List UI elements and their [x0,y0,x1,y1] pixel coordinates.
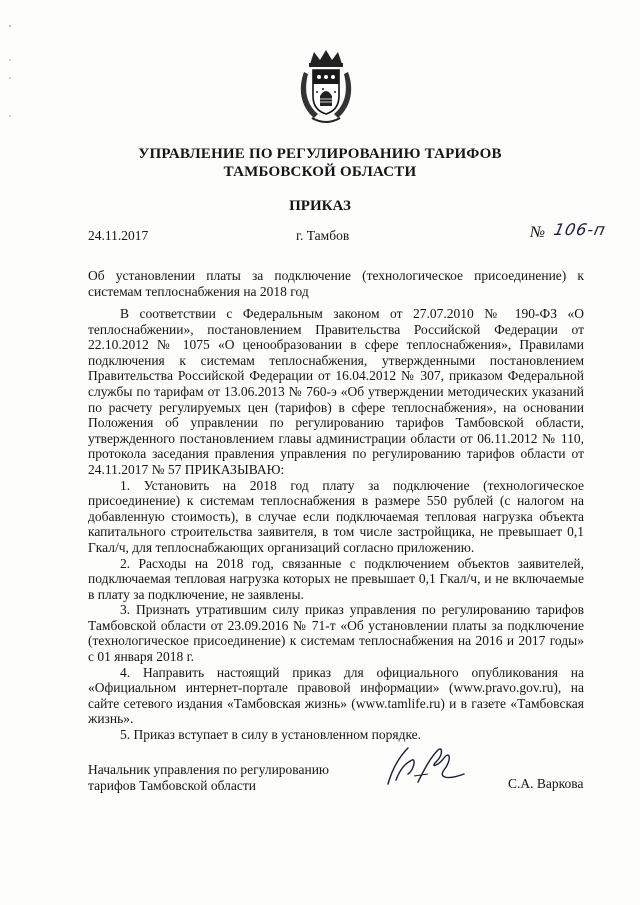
preamble-paragraph: В соответствии с Федеральным законом от 27.07.2010 № 190-ФЗ «О теплоснабжении», постановлением Правительства Российской Федерации от 22.10.2012 № 1075 «О ценообразовании в сфере теплоснабжения», Правилами подключения к системам теплоснабжения, утвержденными постановлением Правительства Российской Федерации от 16.04.2012 № 307, приказом Федеральной службы по тарифам от 13.06.2013 № 760-э «Об утверждении методических указаний по расчету регулируемых цен (тарифов) в сфере теплоснабжения», на основании Положения об управлении по регулированию тарифов Тамбовской области, утвержденного постановлением главы администрации области от 06.11.2012 № 110, протокола заседания правления управления по регулированию тарифов области от 24.11.2017 № 57 ПРИКАЗЫВАЮ: [88,306,584,477]
document-body [88,306,584,743]
signer-name: С.А. Варкова [508,776,584,791]
document-city: г. Тамбов [296,228,350,243]
order-item-1: 1. Установить на 2018 год плату за подключение (технологическое присоединение) к системам теплоснабжения в размере 550 рублей (с налогом на добавленную стоимость), в случае если подключаемая тепловая нагрузка объекта капитального строительства заявителя, в том числе застройщика, не превышает 0,1 Гкал/ч, для теплоснабжающих организаций согласно приложению. [88,477,584,555]
handwritten-signature [378,740,478,790]
order-item-2: 2. Расходы на 2018 год, связанные с подключением объектов заявителей, подключаемая тепловая нагрузка которых не превышает 0,1 Гкал/ч, и не включаемые в плату за подключение, не заявлены. [88,555,584,602]
margin-marks [6,20,14,140]
order-item-3: 3. Признать утратившим силу приказ управления по регулированию тарифов Тамбовской области от 23.09.2016 № 71-т «Об установлении платы за подключение (технологическое присоединение) к системам теплоснабжения на 2016 и 2017 годы» с 01 января 2018 г. [88,602,584,665]
signer-title-line2: тарифов Тамбовской области [88,777,256,793]
signer-title-line1: Начальник управления по регулированию [88,762,330,777]
document-date: 24.11.2017 [88,228,149,243]
document-type: ПРИКАЗ [289,198,351,214]
document-number-label: № [530,224,546,241]
order-item-4: 4. Направить настоящий приказ для официального опубликования на «Официальном интернет-портале правовой информации» (www.pravo.gov.ru), на сайте сетевого издания «Тамбовская жизнь» (www.tamlife.ru) и в газете «Тамбовская жизнь». [88,664,584,727]
organization-region: ТАМБОВСКОЙ ОБЛАСТИ [223,164,417,180]
signer-title [88,762,329,793]
coat-of-arms-icon [296,48,356,126]
document-subject: Об установлении платы за подключение (технологическое присоединение) к системам теплоснабжения на 2018 год [88,268,584,299]
document-number: 106-п [551,220,608,239]
order-item-5: 5. Приказ вступает в силу в установленном порядке. [120,727,422,743]
organization-name: УПРАВЛЕНИЕ ПО РЕГУЛИРОВАНИЮ ТАРИФОВ [138,146,502,162]
